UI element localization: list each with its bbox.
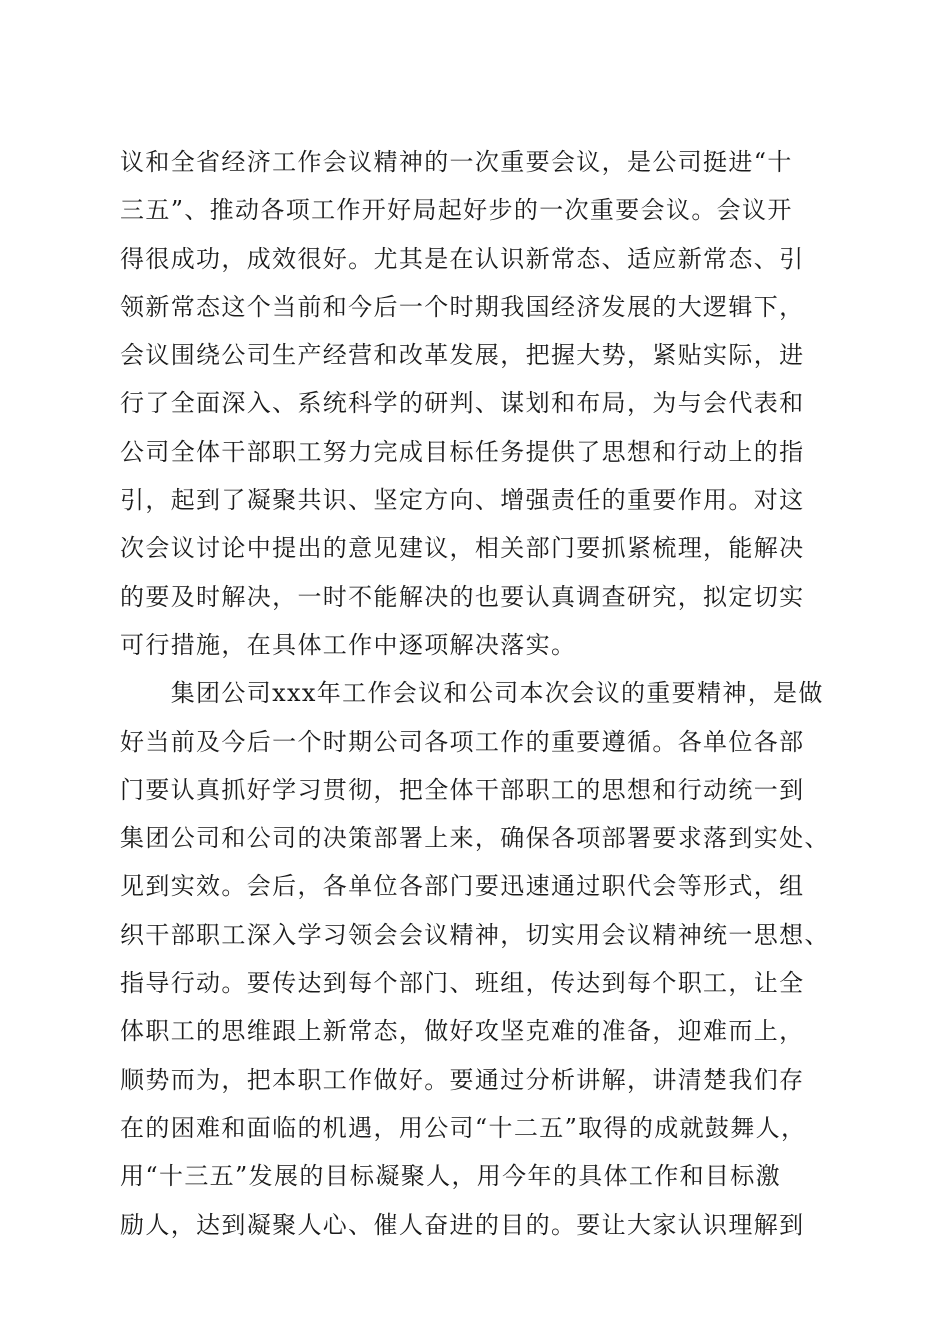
text-line: 见到实效。会后，各单位各部门要迅速通过职代会等形式，组 bbox=[120, 872, 805, 901]
document-body bbox=[120, 138, 840, 1249]
text-line: 体职工的思维跟上新常态，做好攻坚克难的准备，迎难而上， bbox=[120, 1017, 805, 1046]
text-line: 可行措施，在具体工作中逐项解决落实。 bbox=[120, 630, 577, 659]
text-line: 领新常态这个当前和今后一个时期我国经济发展的大逻辑下， bbox=[120, 292, 805, 321]
text-line: 得很成功，成效很好。尤其是在认识新常态、适应新常态、引 bbox=[120, 244, 805, 273]
paragraph-2 bbox=[120, 669, 840, 1249]
text-line: 引，起到了凝聚共识、坚定方向、增强责任的重要作用。对这 bbox=[120, 486, 805, 515]
text-line: 好当前及今后一个时期公司各项工作的重要遵循。各单位各部 bbox=[120, 727, 805, 756]
text-line: 织干部职工深入学习领会会议精神，切实用会议精神统一思想、 bbox=[120, 920, 830, 949]
text-line: 会议围绕公司生产经营和改革发展，把握大势，紧贴实际，进 bbox=[120, 341, 805, 370]
text-line: 的要及时解决，一时不能解决的也要认真调查研究，拟定切实 bbox=[120, 582, 805, 611]
text-line: 议和全省经济工作会议精神的一次重要会议，是公司挺进“十 bbox=[120, 148, 793, 176]
paragraph-1 bbox=[120, 138, 840, 669]
text-line: 公司全体干部职工努力完成目标任务提供了思想和行动上的指 bbox=[120, 437, 805, 466]
text-line: 行了全面深入、系统科学的研判、谋划和布局，为与会代表和 bbox=[120, 389, 805, 418]
text-line: 指导行动。要传达到每个部门、班组，传达到每个职工，让全 bbox=[120, 969, 805, 998]
text-line: 集团公司xxx年工作会议和公司本次会议的重要精神，是做 bbox=[120, 679, 824, 708]
text-line: 三五”、推动各项工作开好局起好步的一次重要会议。会议开 bbox=[120, 196, 793, 225]
text-line: 励人，达到凝聚人心、催人奋进的目的。要让大家认识理解到 bbox=[120, 1210, 805, 1239]
text-line: 用“十三五”发展的目标凝聚人，用今年的具体工作和目标激 bbox=[120, 1162, 781, 1191]
text-line: 次会议讨论中提出的意见建议，相关部门要抓紧梳理，能解决 bbox=[120, 534, 805, 563]
text-line: 顺势而为，把本职工作做好。要通过分析讲解，讲清楚我们存 bbox=[120, 1065, 805, 1094]
text-line: 在的困难和面临的机遇，用公司“十二五”取得的成就鼓舞人， bbox=[120, 1113, 807, 1142]
text-line: 集团公司和公司的决策部署上来，确保各项部署要求落到实处、 bbox=[120, 824, 830, 853]
text-line: 门要认真抓好学习贯彻，把全体干部职工的思想和行动统一到 bbox=[120, 775, 805, 804]
